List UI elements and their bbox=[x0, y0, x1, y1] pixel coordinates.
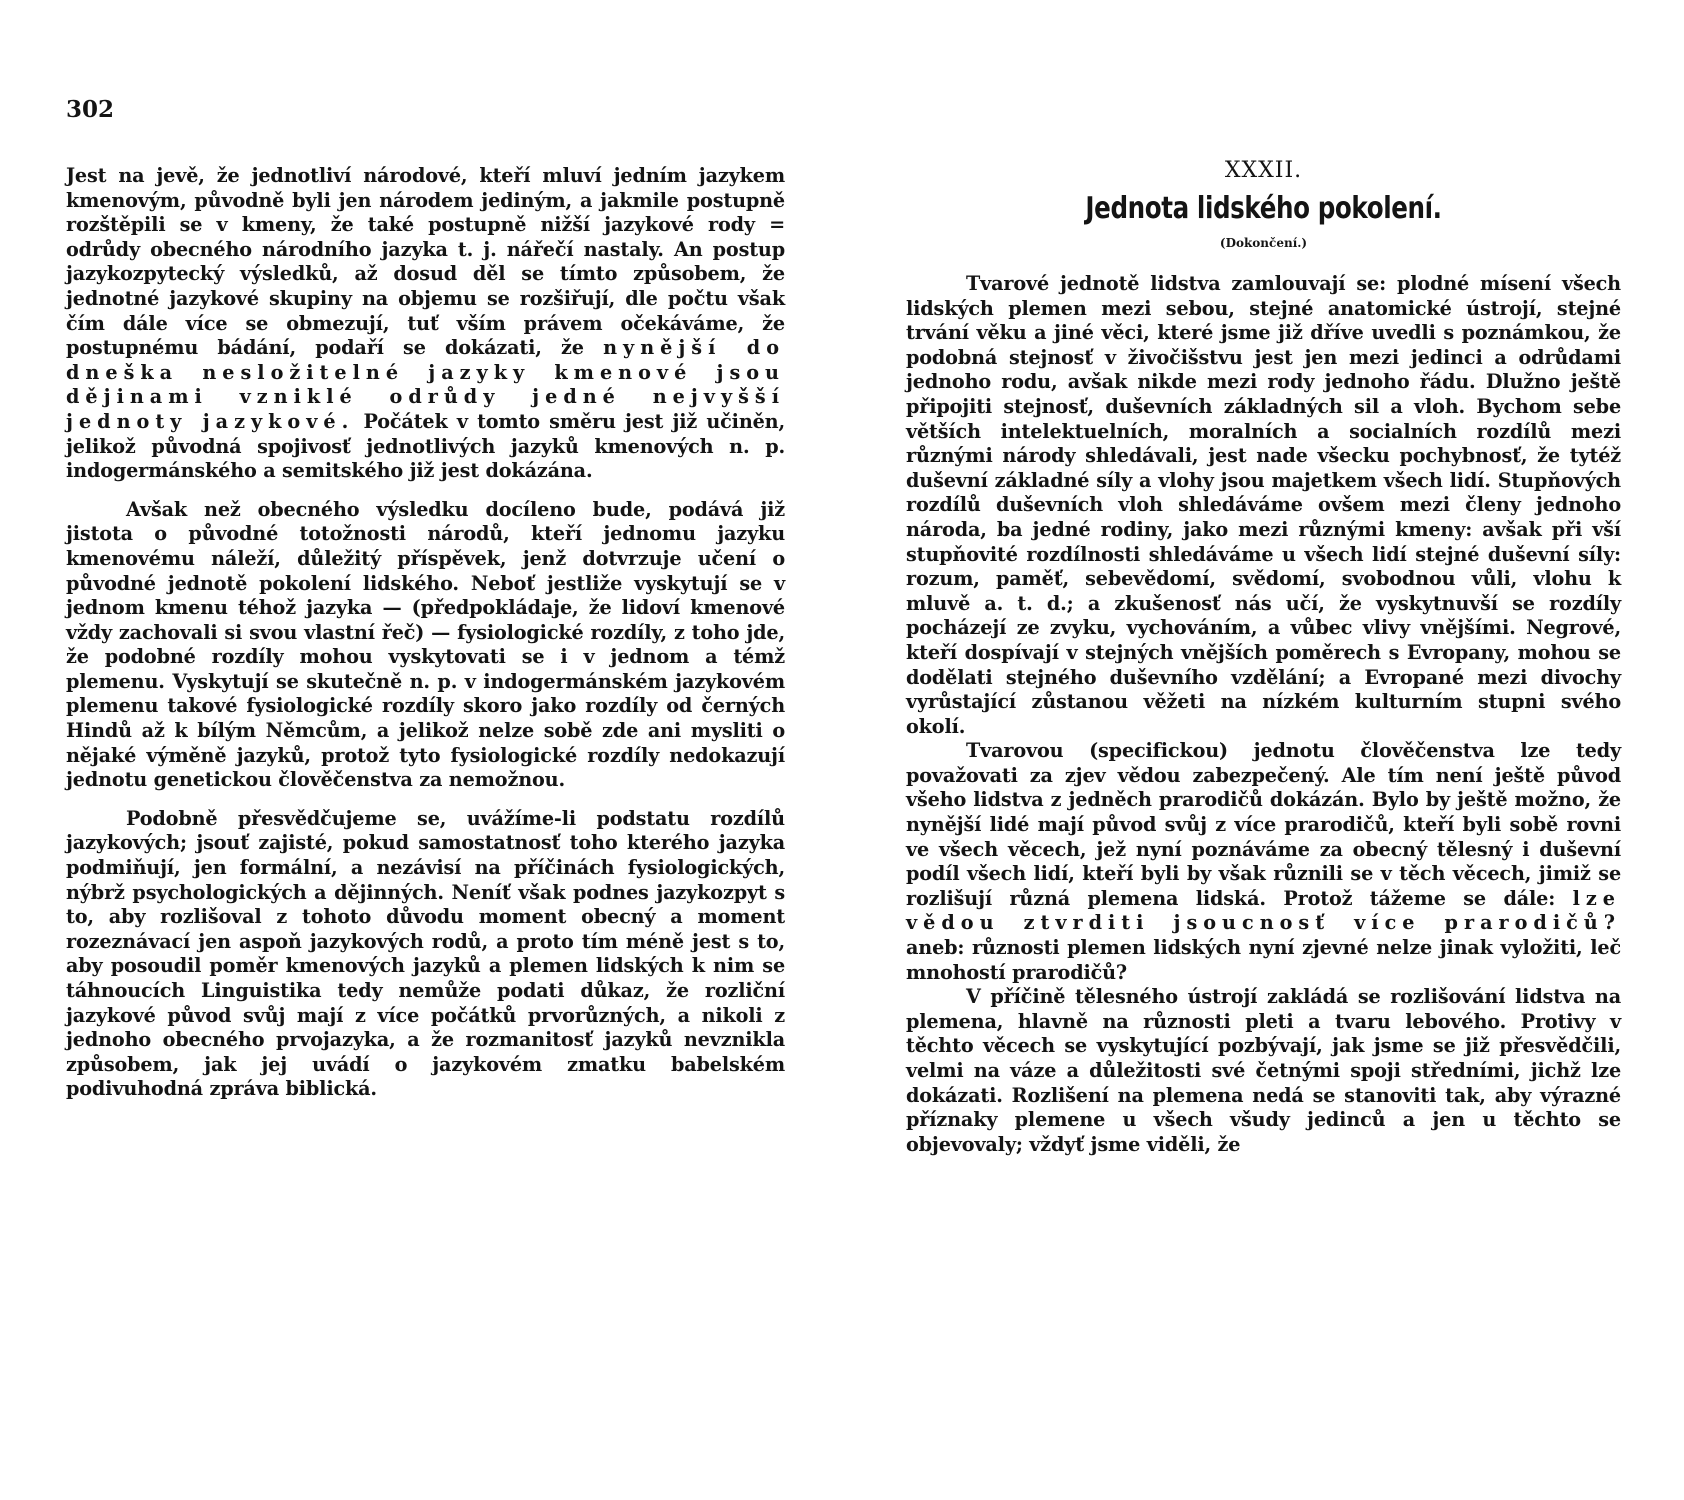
left-paragraph-1-text-a: Jest na jevě, že jednotliví národové, kteří mluví jedním jazykem kmenovým, původně byli jen národem jediným, a jakmile postupně rozštěpili se v kmeny, že také postupně nižší jazykové rody = odrůdy obecného národního jazyka t. j. nářečí nastaly. An postup jazykozpytecký výsledků, až dosud děl se tímto způsobem, že jednotné jazykové skupiny na objemu se rozšiřují, dle počtu však čím dále více se obmezují, tuť vším právem očekáváme, že postupnému bádání, podaří se dokázati, že bbox=[66, 164, 785, 360]
left-paragraph-1 bbox=[66, 164, 785, 484]
right-paragraph-2-spaced-emphasis: lze vědou ztvrditi jsoucnosť více prarodičů? bbox=[906, 886, 1621, 935]
chapter-number: XXXII. bbox=[1224, 158, 1303, 183]
chapter-title: Jednota lidského pokolení. bbox=[1085, 191, 1442, 226]
right-paragraph-2-text-a: Tvarovou (specifickou) jednotu člověčenstva lze tedy považovati za zjev vědou zabezpečený. Ale tím není ještě původ všeho lidstva z jedněch prarodičů dokázán. Bylo by ještě možno, že nynější lidé mají původ svůj z více prarodičů, kteří byli sobě rovni ve všech věcech, jež nyní poznáváme za obecný tělesný i duševní podíl všech lidí, kteří byli by však různili se v těch věcech, jimiž se rozlišují různá plemena lidská. Protož tážeme se dále: bbox=[906, 739, 1621, 910]
right-column bbox=[906, 158, 1621, 1157]
right-paragraph-3: V příčině tělesného ústrojí zakládá se rozlišování lidstva na plemena, hlavně na různosti pleti a tvaru lebového. Protivy v těchto věcech se vyskytující pozbývají, jak jsme se již přesvědčili, velmi na váze a důležitosti své četnými spoji středními, jichž lze dokázati. Rozlišení na plemena nedá se stanoviti tak, aby výrazné příznaky plemene u všech všudy jedinců a jen u těchto se objevovaly; vždyť jsme viděli, že bbox=[906, 985, 1621, 1156]
left-paragraph-1-spaced-emphasis: nynější do dneška nesložitelné jazyky kmenové jsou dějinami vzniklé odrůdy jedné nejvyšší jednoty jazykové. bbox=[66, 336, 786, 433]
left-paragraph-3: Podobně přesvědčujeme se, uvážíme-li podstatu rozdílů jazykových; jsouť zajisté, pokud samostatnosť toho kterého jazyka podmiňují, jen formální, a nezávisí na příčinách fysiologických, nýbrž psychologických a dějinných. Neníť však podnes jazykozpyt s to, aby rozlišoval z tohoto důvodu moment obecný a moment rozeznávací jen aspoň jazykových rodů, a proto tím méně jest s to, aby posoudil poměr kmenových jazyků a plemen lidských k nim se táhnoucích Linguistika tedy nemůže podati důkaz, že rozliční jazykové původ svůj mají z více počátků prvorůzných, a nikoli z jednoho obecného prvojazyka, a že rozmanitosť jazyků nevznikla způsobem, jak jej uvádí o jazykovém zmatku babelském podivuhodná zpráva biblická. bbox=[66, 806, 785, 1101]
left-paragraph-1-text-c: Počátek v tomto směru jest již učiněn, jelikož původná spojivosť jednotlivých jazyků kmenových n. p. indogermánského a semitského již jest dokázána. bbox=[66, 409, 786, 483]
page-number: 302 bbox=[66, 96, 115, 123]
right-paragraph-1: Tvarové jednotě lidstva zamlouvají se: plodné mísení všech lidských plemen mezi sebou, stejné anatomické ústrojí, stejné trvání věku a jiné věci, které jsme již dříve uvedli s poznámkou, že podobná stejnosť v živočišstvu jest jen mezi jedinci a odrůdami jednoho rodu, avšak nikde mezi rody jednoho řádu. Dlužno ještě připojiti stejnosť, duševních základných sil a vloh. Bychom sebe větších intelektuelních, moralních a socialních rozdílů mezi různými národy shledávali, jest nade všecku pochybnosť, že tytéž duševní základné síly a vlohy jsou majetkem všech lidí. Stupňových rozdílů duševních vloh shledáváme ovšem mezi členy jednoho národa, ba jedné rodiny, jako mezi různými kmeny: avšak při vší stupňovité rozdílnosti shledáváme u všech lidí stejné duševní síly: rozum, paměť, sebevědomí, svědomí, svobodnou vůli, vlohu k mluvě a. t. d.; a zkušenosť nás učí, že vyskytnuvší se rozdíly pocházejí ze zvyku, vychováním, a vůbec vlivy vnějšími. Negrové, kteří dospívají v stejných vnějších poměrech s Evropany, mohou se dodělati stejného duševního vzdělání; a Evropané mezi divochy vyrůstající zůstanou věžeti na nízkém kulturním stupni svého okolí. bbox=[906, 272, 1621, 738]
chapter-note: (Dokončení.) bbox=[1219, 236, 1308, 250]
left-paragraph-2: Avšak než obecného výsledku docíleno bude, podává již jistota o původné totožnosti národů, kteří jednomu jazyku kmenovému náleží, důležitý příspěvek, jenž dotvrzuje učení o původné jednotě pokolení lidského. Neboť jestliže vyskytují se v jednom kmenu téhož jazyka — (předpokládaje, že lidoví kmenové vždy zachovali si svou vlastní řeč) — fysiologické rozdíly, z toho jde, že podobné rozdíly mohou vyskytovati se i v jednom a témž plemenu. Vyskytují se skutečně n. p. v indogermánském jazykovém plemenu takové fysiologické rozdíly skoro jako rozdíly od černých Hindů až k bílým Němcům, a jelikož nelze sobě zde ani mysliti o nějaké výměně jazyků, protož tyto fysiologické rozdíly nedokazují jednotu genetickou člověčenstva za nemožnou. bbox=[66, 497, 785, 792]
right-paragraph-2 bbox=[906, 739, 1621, 985]
right-paragraph-2-text-c: aneb: různosti plemen lidských nyní zjevné nelze jinak vyložiti, leč mnohostí prarodičů? bbox=[906, 936, 1621, 984]
left-column bbox=[66, 164, 785, 1102]
